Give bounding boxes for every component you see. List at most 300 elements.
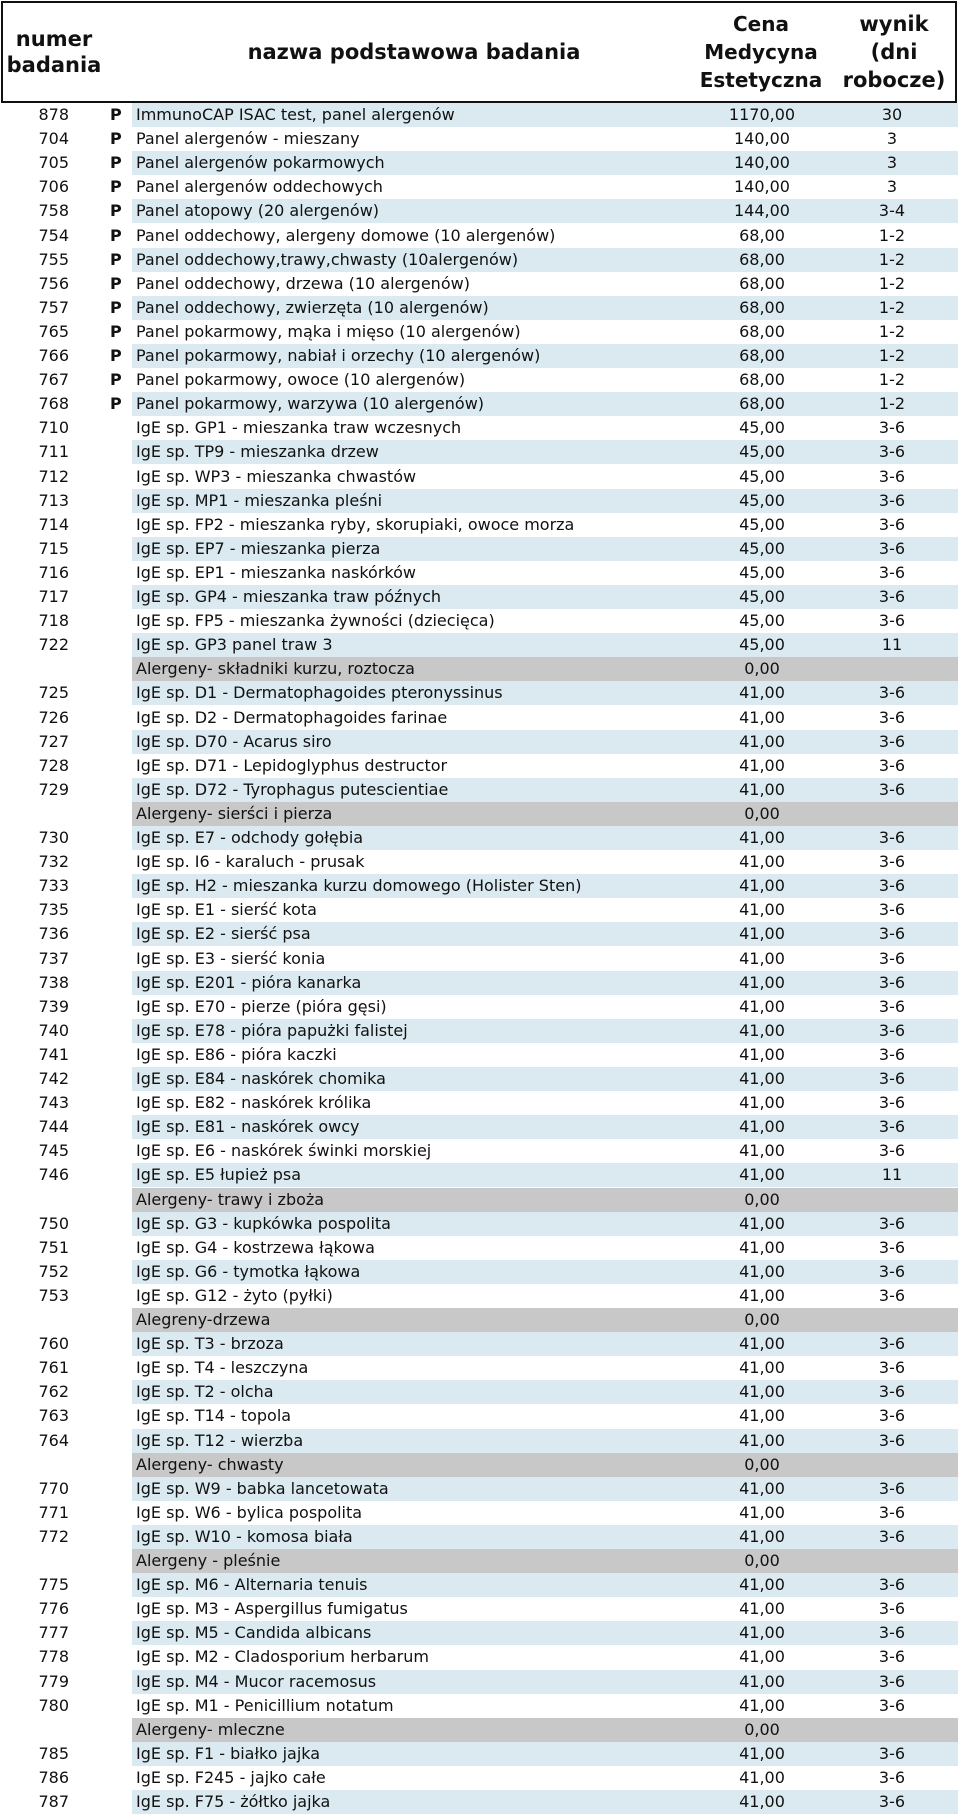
panel-flag: P bbox=[110, 153, 122, 173]
table-row bbox=[2, 585, 958, 609]
test-number: 752 bbox=[38, 1261, 69, 1281]
result-days: 30 bbox=[881, 105, 903, 124]
panel-flag bbox=[110, 1525, 126, 1549]
table-row bbox=[2, 1670, 958, 1694]
test-price: 41,00 bbox=[739, 924, 785, 944]
result-days: 3-6 bbox=[878, 755, 906, 775]
table-row bbox=[2, 706, 958, 730]
result-days: 3-6 bbox=[878, 466, 906, 486]
test-price: 41,00 bbox=[739, 1502, 785, 1522]
test-name: IgE sp. EP7 - mieszanka pierza bbox=[136, 538, 381, 558]
test-price: 41,00 bbox=[739, 1358, 785, 1378]
panel-flag: P bbox=[110, 201, 122, 221]
test-price: 41,00 bbox=[739, 1695, 785, 1715]
test-number: 772 bbox=[38, 1526, 69, 1546]
test-price: 41,00 bbox=[739, 707, 785, 727]
panel-flag bbox=[110, 1260, 126, 1284]
table-row bbox=[2, 1525, 958, 1549]
panel-flag: P bbox=[110, 321, 122, 341]
test-name: IgE sp. E84 - naskórek chomika bbox=[136, 1069, 386, 1088]
test-name: Alegreny-drzewa bbox=[136, 1310, 271, 1329]
panel-flag: P bbox=[110, 394, 122, 414]
result-days: 3-6 bbox=[878, 1526, 906, 1546]
test-price: 41,00 bbox=[739, 1044, 785, 1064]
test-name: IgE sp. GP4 - mieszanka traw późnych bbox=[136, 587, 442, 606]
panel-flag bbox=[110, 1284, 126, 1308]
group-header-row bbox=[2, 657, 958, 681]
table-row bbox=[2, 1356, 958, 1380]
table-row bbox=[2, 995, 958, 1019]
test-name: Panel alergenów pokarmowych bbox=[136, 153, 385, 173]
result-days: 3 bbox=[886, 153, 898, 173]
table-row bbox=[2, 1573, 958, 1597]
table-row bbox=[2, 561, 958, 585]
result-days: 3-6 bbox=[878, 538, 906, 558]
table-row bbox=[2, 1766, 958, 1790]
test-number bbox=[2, 802, 69, 826]
result-days: 1-2 bbox=[878, 346, 906, 365]
test-number: 715 bbox=[38, 538, 69, 558]
test-name: IgE sp. G4 - kostrzewa łąkowa bbox=[136, 1237, 375, 1257]
panel-flag bbox=[110, 609, 126, 633]
test-number: 771 bbox=[38, 1502, 69, 1522]
test-name: Alergeny- składniki kurzu, roztocza bbox=[136, 659, 415, 679]
table-row bbox=[2, 127, 958, 151]
result-days bbox=[832, 657, 952, 681]
result-days: 3-6 bbox=[878, 1647, 906, 1667]
panel-flag bbox=[110, 1188, 126, 1212]
test-name: IgE sp. WP3 - mieszanka chwastów bbox=[136, 466, 417, 486]
test-price: 0,00 bbox=[744, 1310, 780, 1329]
test-name: IgE sp. G12 - żyto (pyłki) bbox=[136, 1285, 333, 1305]
result-days: 3-6 bbox=[878, 1261, 906, 1281]
panel-flag: P bbox=[110, 249, 122, 269]
panel-flag bbox=[110, 898, 126, 922]
test-number: 746 bbox=[38, 1165, 69, 1185]
header-price: Cena Medycyna Estetyczna bbox=[699, 12, 823, 92]
result-days: 1-2 bbox=[878, 273, 906, 293]
table-row bbox=[2, 440, 958, 464]
test-name: IgE sp. E81 - naskórek owcy bbox=[136, 1117, 360, 1137]
panel-flag bbox=[110, 1067, 126, 1091]
result-days: 3-6 bbox=[878, 900, 906, 920]
test-name: IgE sp. E7 - odchody gołębia bbox=[136, 828, 364, 847]
table-row bbox=[2, 1163, 958, 1187]
table-row bbox=[2, 898, 958, 922]
result-days: 3-6 bbox=[878, 1044, 906, 1064]
test-price: 41,00 bbox=[739, 1743, 785, 1763]
test-price: 41,00 bbox=[739, 1237, 785, 1257]
test-number: 762 bbox=[38, 1382, 69, 1402]
table-row bbox=[2, 1115, 958, 1139]
test-name: IgE sp. GP1 - mieszanka traw wczesnych bbox=[136, 418, 462, 438]
test-number: 712 bbox=[38, 466, 69, 486]
result-days bbox=[832, 802, 952, 826]
table-row bbox=[2, 778, 958, 802]
panel-flag bbox=[110, 706, 126, 730]
test-number: 768 bbox=[38, 394, 69, 414]
table-row bbox=[2, 537, 958, 561]
test-price: 68,00 bbox=[739, 273, 785, 293]
panel-flag bbox=[110, 1380, 126, 1404]
panel-flag bbox=[110, 1621, 126, 1645]
test-number bbox=[2, 1718, 69, 1742]
test-name: IgE sp. T12 - wierzba bbox=[136, 1430, 304, 1450]
panel-flag bbox=[110, 1597, 126, 1621]
test-price: 68,00 bbox=[739, 321, 785, 341]
test-number: 779 bbox=[38, 1671, 69, 1691]
test-name: IgE sp. E82 - naskórek królika bbox=[136, 1093, 372, 1113]
test-price: 41,00 bbox=[739, 1647, 785, 1667]
test-number: 730 bbox=[38, 828, 69, 847]
table-row bbox=[2, 971, 958, 995]
test-price: 41,00 bbox=[739, 683, 785, 703]
test-number: 767 bbox=[38, 370, 69, 390]
result-days: 3-6 bbox=[878, 562, 906, 582]
test-number: 704 bbox=[38, 129, 69, 149]
result-days: 3-6 bbox=[878, 972, 906, 992]
test-number bbox=[2, 1549, 69, 1573]
test-number: 745 bbox=[38, 1141, 69, 1161]
panel-flag bbox=[110, 1429, 126, 1453]
panel-flag bbox=[110, 1645, 126, 1669]
test-number: 736 bbox=[38, 924, 69, 944]
test-name: IgE sp. T3 - brzoza bbox=[136, 1334, 284, 1354]
table-row bbox=[2, 1260, 958, 1284]
test-name: IgE sp. TP9 - mieszanka drzew bbox=[136, 442, 379, 462]
table-row bbox=[2, 224, 958, 248]
table-row bbox=[2, 1597, 958, 1621]
table-row bbox=[2, 922, 958, 946]
test-price: 0,00 bbox=[744, 1719, 780, 1739]
panel-flag bbox=[110, 465, 126, 489]
test-price: 41,00 bbox=[739, 1671, 785, 1691]
test-name: IgE sp. E78 - pióra papużki falistej bbox=[136, 1020, 408, 1040]
test-number: 764 bbox=[38, 1430, 69, 1450]
test-name: IgE sp. FP2 - mieszanka ryby, skorupiaki, owoce morza bbox=[136, 514, 575, 534]
test-price: 41,00 bbox=[739, 852, 785, 872]
table-row bbox=[2, 1501, 958, 1525]
test-number: 710 bbox=[38, 418, 69, 438]
table-row bbox=[2, 296, 958, 320]
table-row bbox=[2, 850, 958, 874]
test-price: 41,00 bbox=[739, 1093, 785, 1113]
result-days: 3-6 bbox=[878, 1502, 906, 1522]
test-price: 45,00 bbox=[739, 635, 785, 655]
test-price: 140,00 bbox=[734, 177, 790, 197]
header-test-name: nazwa podstawowa badania bbox=[247, 40, 581, 64]
result-days: 3-6 bbox=[878, 1767, 906, 1787]
table-row bbox=[2, 1380, 958, 1404]
result-days: 1-2 bbox=[878, 321, 906, 341]
test-name: IgE sp. M3 - Aspergillus fumigatus bbox=[136, 1599, 408, 1619]
test-price: 68,00 bbox=[739, 297, 785, 317]
result-days: 3-6 bbox=[878, 1406, 906, 1426]
test-name: IgE sp. W10 - komosa biała bbox=[136, 1526, 353, 1546]
test-name: IgE sp. W6 - bylica pospolita bbox=[136, 1502, 363, 1522]
test-price: 41,00 bbox=[739, 1069, 785, 1088]
table-row bbox=[2, 1621, 958, 1645]
test-name: IgE sp. E201 - pióra kanarka bbox=[136, 972, 362, 992]
test-price: 1170,00 bbox=[728, 105, 796, 124]
result-days: 3-6 bbox=[878, 1623, 906, 1643]
test-price: 41,00 bbox=[739, 1165, 785, 1185]
test-price: 41,00 bbox=[739, 1526, 785, 1546]
table-row bbox=[2, 1043, 958, 1067]
test-name: IgE sp. D71 - Lepidoglyphus destructor bbox=[136, 755, 448, 775]
group-header-row bbox=[2, 1188, 958, 1212]
test-name: IgE sp. M1 - Penicillium notatum bbox=[136, 1695, 394, 1715]
test-number: 737 bbox=[38, 948, 69, 968]
test-price: 0,00 bbox=[744, 1551, 780, 1570]
result-days: 3-6 bbox=[878, 1020, 906, 1040]
panel-flag bbox=[110, 1356, 126, 1380]
test-name: IgE sp. E6 - naskórek świnki morskiej bbox=[136, 1141, 432, 1161]
panel-flag bbox=[110, 778, 126, 802]
table-row bbox=[2, 392, 958, 416]
result-days: 3-6 bbox=[878, 779, 906, 799]
test-price: 68,00 bbox=[739, 225, 785, 245]
test-number: 743 bbox=[38, 1093, 69, 1113]
result-days: 3-6 bbox=[878, 1743, 906, 1763]
panel-flag bbox=[110, 730, 126, 754]
test-price: 41,00 bbox=[739, 1213, 785, 1233]
panel-flag bbox=[110, 681, 126, 705]
test-number: 775 bbox=[38, 1575, 69, 1595]
test-number: 713 bbox=[38, 490, 69, 510]
test-price: 41,00 bbox=[739, 1117, 785, 1137]
table-row bbox=[2, 681, 958, 705]
result-days: 3-6 bbox=[878, 683, 906, 703]
test-price: 41,00 bbox=[739, 1334, 785, 1354]
test-name: Panel oddechowy, drzewa (10 alergenów) bbox=[136, 273, 470, 293]
result-days: 3-6 bbox=[878, 514, 906, 534]
result-days: 3-6 bbox=[878, 852, 906, 872]
group-header-row bbox=[2, 1718, 958, 1742]
test-name: IgE sp. G6 - tymotka łąkowa bbox=[136, 1261, 361, 1281]
test-name: Alergeny - pleśnie bbox=[136, 1551, 281, 1570]
result-days: 3-6 bbox=[878, 1237, 906, 1257]
test-price: 41,00 bbox=[739, 755, 785, 775]
test-number: 754 bbox=[38, 225, 69, 245]
result-days: 3-6 bbox=[878, 1334, 906, 1354]
panel-flag bbox=[110, 1332, 126, 1356]
result-days: 3-6 bbox=[878, 1141, 906, 1161]
test-price: 41,00 bbox=[739, 828, 785, 847]
test-number: 751 bbox=[38, 1237, 69, 1257]
result-days: 11 bbox=[881, 635, 903, 655]
group-header-row bbox=[2, 802, 958, 826]
panel-flag bbox=[110, 489, 126, 513]
test-price: 41,00 bbox=[739, 1141, 785, 1161]
test-number: 780 bbox=[38, 1695, 69, 1715]
test-name: IgE sp. D72 - Tyrophagus putescientiae bbox=[136, 779, 449, 799]
table-row bbox=[2, 465, 958, 489]
panel-flag bbox=[110, 1308, 126, 1332]
panel-flag bbox=[110, 513, 126, 537]
table-row bbox=[2, 1139, 958, 1163]
result-days: 3-6 bbox=[878, 1575, 906, 1595]
test-number: 728 bbox=[38, 755, 69, 775]
result-days: 3-6 bbox=[878, 876, 906, 896]
result-days: 3-6 bbox=[878, 1478, 906, 1498]
test-name: Alergeny- mleczne bbox=[136, 1719, 285, 1739]
table-row bbox=[2, 1212, 958, 1236]
test-number: 717 bbox=[38, 587, 69, 606]
result-days: 1-2 bbox=[878, 249, 906, 269]
result-days: 3-6 bbox=[878, 1093, 906, 1113]
test-name: IgE sp. F1 - białko jajka bbox=[136, 1743, 321, 1763]
test-price: 0,00 bbox=[744, 1454, 780, 1474]
table-row bbox=[2, 1284, 958, 1308]
panel-flag bbox=[110, 995, 126, 1019]
panel-flag bbox=[110, 1694, 126, 1718]
test-price: 68,00 bbox=[739, 394, 785, 414]
table-row bbox=[2, 416, 958, 440]
test-price: 41,00 bbox=[739, 948, 785, 968]
test-name: Panel oddechowy, zwierzęta (10 alergenów) bbox=[136, 297, 489, 317]
test-name: IgE sp. T4 - leszczyna bbox=[136, 1358, 309, 1378]
table-row bbox=[2, 874, 958, 898]
result-days: 3-6 bbox=[878, 442, 906, 462]
test-name: IgE sp. M5 - Candida albicans bbox=[136, 1623, 372, 1643]
test-number: 755 bbox=[38, 249, 69, 269]
test-number: 776 bbox=[38, 1599, 69, 1619]
test-number: 740 bbox=[38, 1020, 69, 1040]
test-number: 761 bbox=[38, 1358, 69, 1378]
test-name: Alergeny- sierści i pierza bbox=[136, 803, 333, 823]
result-days: 3-6 bbox=[878, 924, 906, 944]
test-price: 41,00 bbox=[739, 1792, 785, 1811]
test-name: Panel oddechowy,trawy,chwasty (10alergenów) bbox=[136, 249, 519, 269]
result-days: 3-6 bbox=[878, 828, 906, 847]
test-price: 45,00 bbox=[739, 490, 785, 510]
test-number: 786 bbox=[38, 1767, 69, 1787]
test-name: Alergeny- chwasty bbox=[136, 1454, 284, 1474]
test-price: 41,00 bbox=[739, 1020, 785, 1040]
test-name: IgE sp. M6 - Alternaria tenuis bbox=[136, 1575, 368, 1595]
test-number: 726 bbox=[38, 707, 69, 727]
test-number bbox=[2, 1308, 69, 1332]
panel-flag bbox=[110, 1139, 126, 1163]
test-price: 45,00 bbox=[739, 538, 785, 558]
test-name: IgE sp. E5 łupież psa bbox=[136, 1165, 302, 1185]
group-header-row bbox=[2, 1308, 958, 1332]
table-row bbox=[2, 1236, 958, 1260]
test-number: 763 bbox=[38, 1406, 69, 1426]
panel-flag: P bbox=[110, 177, 122, 197]
test-number: 758 bbox=[38, 201, 69, 221]
table-row bbox=[2, 1742, 958, 1766]
test-name: Panel pokarmowy, nabiał i orzechy (10 alergenów) bbox=[136, 346, 541, 365]
panel-flag: P bbox=[110, 346, 122, 365]
test-name: IgE sp. E3 - sierść konia bbox=[136, 948, 326, 968]
test-name: IgE sp. G3 - kupkówka pospolita bbox=[136, 1213, 391, 1233]
test-number: 733 bbox=[38, 876, 69, 896]
panel-flag bbox=[110, 633, 126, 657]
result-days bbox=[832, 1188, 952, 1212]
test-number: 756 bbox=[38, 273, 69, 293]
test-number: 739 bbox=[38, 996, 69, 1016]
test-name: IgE sp. E1 - sierść kota bbox=[136, 900, 317, 920]
panel-flag bbox=[110, 1212, 126, 1236]
result-days: 3-6 bbox=[878, 587, 906, 606]
test-name: Panel oddechowy, alergeny domowe (10 alergenów) bbox=[136, 225, 556, 245]
test-price: 140,00 bbox=[734, 129, 790, 149]
test-price: 41,00 bbox=[739, 1599, 785, 1619]
test-name: IgE sp. M4 - Mucor racemosus bbox=[136, 1671, 377, 1691]
test-price: 41,00 bbox=[739, 1285, 785, 1305]
panel-flag bbox=[110, 657, 126, 681]
table-row bbox=[2, 754, 958, 778]
result-days: 3-6 bbox=[878, 1117, 906, 1137]
test-number: 753 bbox=[38, 1285, 69, 1305]
test-price: 41,00 bbox=[739, 779, 785, 799]
table-row bbox=[2, 151, 958, 175]
test-number: 718 bbox=[38, 611, 69, 631]
result-days: 3-4 bbox=[878, 201, 906, 221]
test-number: 785 bbox=[38, 1743, 69, 1763]
test-number: 777 bbox=[38, 1623, 69, 1643]
panel-flag bbox=[110, 1091, 126, 1115]
test-number bbox=[2, 1188, 69, 1212]
table-row bbox=[2, 320, 958, 344]
table-row bbox=[2, 1067, 958, 1091]
result-days: 3-6 bbox=[878, 611, 906, 631]
panel-flag bbox=[110, 1742, 126, 1766]
table-row bbox=[2, 1645, 958, 1669]
panel-flag bbox=[110, 947, 126, 971]
test-name: IgE sp. F245 - jajko całe bbox=[136, 1767, 326, 1787]
result-days: 3-6 bbox=[878, 1069, 906, 1088]
table-row bbox=[2, 199, 958, 223]
test-name: ImmunoCAP ISAC test, panel alergenów bbox=[136, 105, 455, 124]
result-days: 3-6 bbox=[878, 1695, 906, 1715]
panel-flag bbox=[110, 585, 126, 609]
test-price: 41,00 bbox=[739, 1430, 785, 1450]
test-price: 41,00 bbox=[739, 1767, 785, 1787]
test-name: IgE sp. I6 - karaluch - prusak bbox=[136, 852, 365, 872]
panel-flag bbox=[110, 1019, 126, 1043]
panel-flag bbox=[110, 1501, 126, 1525]
test-number: 705 bbox=[38, 153, 69, 173]
result-days: 3-6 bbox=[878, 1599, 906, 1619]
test-number: 770 bbox=[38, 1478, 69, 1498]
table-row bbox=[2, 175, 958, 199]
panel-flag bbox=[110, 1718, 126, 1742]
test-name: IgE sp. T14 - topola bbox=[136, 1406, 292, 1426]
panel-flag bbox=[110, 922, 126, 946]
panel-flag: P bbox=[110, 105, 122, 124]
table-row bbox=[2, 272, 958, 296]
panel-flag bbox=[110, 416, 126, 440]
panel-flag bbox=[110, 850, 126, 874]
test-price: 45,00 bbox=[739, 562, 785, 582]
test-price: 41,00 bbox=[739, 1575, 785, 1595]
panel-flag bbox=[110, 802, 126, 826]
test-price: 45,00 bbox=[739, 611, 785, 631]
test-number bbox=[2, 1453, 69, 1477]
test-number: 711 bbox=[38, 442, 69, 462]
test-price: 0,00 bbox=[744, 659, 780, 679]
test-number: 738 bbox=[38, 972, 69, 992]
table-row bbox=[2, 633, 958, 657]
test-name: Panel pokarmowy, mąka i mięso (10 alergenów) bbox=[136, 321, 521, 341]
test-number: 716 bbox=[38, 562, 69, 582]
test-name: IgE sp. T2 - olcha bbox=[136, 1382, 274, 1402]
panel-flag bbox=[110, 561, 126, 585]
test-name: IgE sp. GP3 panel traw 3 bbox=[136, 635, 333, 655]
